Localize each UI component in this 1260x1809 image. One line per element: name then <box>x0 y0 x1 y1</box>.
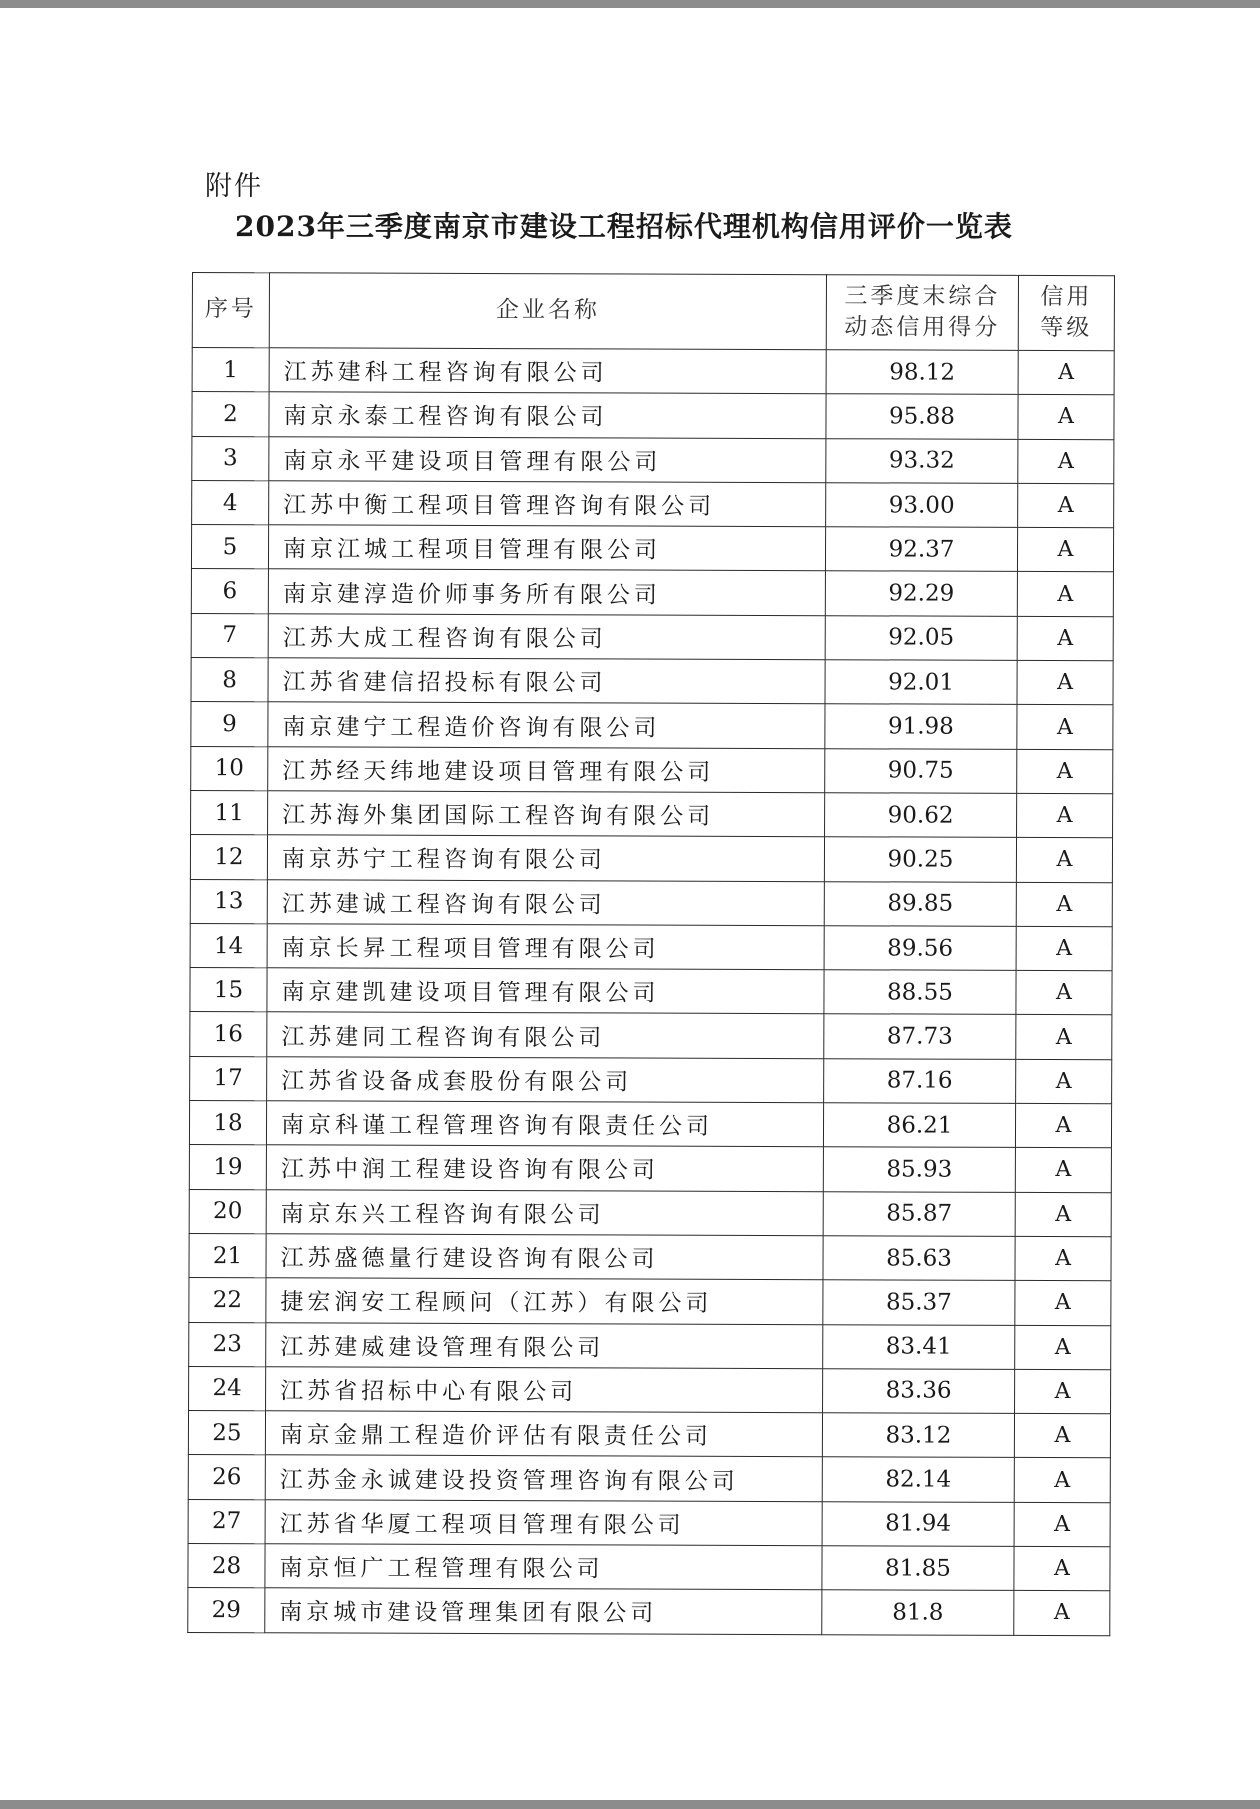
cell-company-name: 江苏省建信招投标有限公司 <box>268 658 825 704</box>
table-row <box>191 569 1113 617</box>
cell-grade: A <box>1016 1059 1112 1104</box>
cell-grade: A <box>1017 616 1113 661</box>
cell-company-name: 江苏金永诚建设投资管理咨询有限公司 <box>265 1455 822 1501</box>
cell-company-name: 南京城市建设管理集团有限公司 <box>265 1588 822 1634</box>
cell-no: 4 <box>192 480 269 525</box>
document-title: 2023年三季度南京市建设工程招标代理机构信用评价一览表 <box>235 210 1013 243</box>
cell-score: 92.01 <box>825 660 1017 705</box>
cell-grade: A <box>1014 1591 1110 1636</box>
cell-company-name: 南京金鼎工程造价评估有限责任公司 <box>265 1411 822 1457</box>
table-row <box>190 835 1112 883</box>
cell-no: 29 <box>188 1588 265 1633</box>
cell-score: 92.05 <box>825 615 1017 660</box>
cell-no: 19 <box>189 1145 266 1190</box>
header-grade <box>1018 275 1114 350</box>
cell-grade: A <box>1017 749 1113 794</box>
table-row <box>189 1366 1111 1414</box>
cell-score: 90.75 <box>825 748 1017 793</box>
cell-no: 8 <box>191 658 268 703</box>
table-row <box>189 1145 1111 1193</box>
cell-company-name: 江苏建科工程咨询有限公司 <box>269 348 826 394</box>
header-name: 企业名称 <box>269 273 826 350</box>
table-body <box>188 348 1114 1636</box>
cell-company-name: 江苏省华厦工程项目管理有限公司 <box>265 1499 822 1545</box>
cell-grade: A <box>1015 1236 1111 1281</box>
header-score-line2: 动态信用得分 <box>844 314 1001 341</box>
cell-no: 26 <box>188 1455 265 1500</box>
scan-border-top <box>0 0 1260 8</box>
cell-score: 93.32 <box>826 438 1018 483</box>
table-row <box>192 392 1114 440</box>
cell-no: 23 <box>189 1322 266 1367</box>
table-row <box>192 436 1114 484</box>
cell-no: 18 <box>189 1101 266 1146</box>
cell-grade: A <box>1015 1325 1111 1370</box>
table-row <box>191 525 1113 573</box>
table-row <box>189 1322 1111 1370</box>
header-score <box>826 275 1018 351</box>
cell-company-name: 捷宏润安工程顾问（江苏）有限公司 <box>266 1278 823 1324</box>
cell-no: 2 <box>192 392 269 437</box>
cell-grade: A <box>1018 483 1114 528</box>
cell-no: 10 <box>191 746 268 791</box>
cell-no: 28 <box>188 1544 265 1589</box>
cell-score: 86.21 <box>823 1103 1015 1148</box>
cell-no: 1 <box>192 348 269 393</box>
table-row <box>191 613 1113 661</box>
cell-score: 87.73 <box>824 1014 1016 1059</box>
cell-company-name: 江苏建诚工程咨询有限公司 <box>267 879 824 925</box>
attachment-label: 附件 <box>205 171 263 202</box>
cell-grade: A <box>1014 1502 1110 1547</box>
header-grade-line2: 等级 <box>1040 314 1093 342</box>
cell-no: 7 <box>191 613 268 658</box>
cell-grade: A <box>1014 1458 1110 1503</box>
cell-company-name: 南京东兴工程咨询有限公司 <box>266 1189 823 1235</box>
credit-rating-table <box>187 272 1115 1636</box>
cell-no: 16 <box>190 1012 267 1057</box>
cell-company-name: 江苏中衡工程项目管理咨询有限公司 <box>269 481 826 527</box>
cell-grade: A <box>1016 1015 1112 1060</box>
cell-no: 6 <box>191 569 268 614</box>
table-row <box>188 1455 1110 1503</box>
cell-no: 11 <box>191 790 268 835</box>
cell-score: 93.00 <box>826 483 1018 528</box>
cell-company-name: 江苏盛德量行建设咨询有限公司 <box>266 1234 823 1280</box>
cell-grade: A <box>1016 882 1112 927</box>
cell-company-name: 江苏省招标中心有限公司 <box>266 1367 823 1413</box>
cell-company-name: 江苏省设备成套股份有限公司 <box>267 1057 824 1103</box>
cell-score: 92.37 <box>825 527 1017 572</box>
cell-score: 87.16 <box>824 1058 1016 1103</box>
cell-company-name: 南京建淳造价师事务所有限公司 <box>268 569 825 615</box>
cell-no: 9 <box>191 702 268 747</box>
cell-no: 27 <box>188 1499 265 1544</box>
cell-no: 25 <box>188 1411 265 1456</box>
table-row <box>188 1411 1110 1459</box>
cell-grade: A <box>1014 1414 1110 1459</box>
cell-score: 81.8 <box>822 1590 1014 1635</box>
cell-score: 88.55 <box>824 970 1016 1015</box>
table-row <box>188 1499 1110 1547</box>
table-row <box>188 1544 1110 1592</box>
cell-score: 95.88 <box>826 394 1018 439</box>
table-row <box>191 658 1113 706</box>
table-row <box>190 923 1112 971</box>
cell-score: 98.12 <box>826 350 1018 395</box>
cell-no: 15 <box>190 968 267 1013</box>
cell-no: 20 <box>189 1189 266 1234</box>
table-row <box>190 1012 1112 1060</box>
cell-company-name: 南京长昇工程项目管理有限公司 <box>267 924 824 970</box>
cell-score: 83.41 <box>823 1324 1015 1369</box>
cell-score: 83.36 <box>823 1369 1015 1414</box>
cell-grade: A <box>1017 705 1113 750</box>
header-row <box>192 273 1114 351</box>
cell-grade: A <box>1017 793 1113 838</box>
table-row <box>190 879 1112 927</box>
table-row <box>191 790 1113 838</box>
table-row <box>189 1233 1111 1281</box>
cell-score: 90.62 <box>825 793 1017 838</box>
cell-company-name: 江苏大成工程咨询有限公司 <box>268 614 825 660</box>
cell-grade: A <box>1016 971 1112 1016</box>
cell-company-name: 南京江城工程项目管理有限公司 <box>268 525 825 571</box>
cell-grade: A <box>1015 1369 1111 1414</box>
table-row <box>191 746 1113 794</box>
cell-grade: A <box>1018 439 1114 484</box>
cell-grade: A <box>1016 838 1112 883</box>
table-header <box>192 273 1114 351</box>
cell-company-name: 江苏经天纬地建设项目管理有限公司 <box>268 746 825 792</box>
cell-grade: A <box>1015 1281 1111 1326</box>
cell-score: 85.37 <box>823 1280 1015 1325</box>
cell-grade: A <box>1018 350 1114 395</box>
table-row <box>189 1189 1111 1237</box>
cell-no: 24 <box>189 1366 266 1411</box>
cell-score: 92.29 <box>825 571 1017 616</box>
cell-no: 22 <box>189 1278 266 1323</box>
cell-grade: A <box>1015 1103 1111 1148</box>
cell-grade: A <box>1017 660 1113 705</box>
cell-score: 89.85 <box>824 881 1016 926</box>
cell-score: 90.25 <box>824 837 1016 882</box>
cell-company-name: 南京恒广工程管理有限公司 <box>265 1544 822 1590</box>
cell-no: 12 <box>190 835 267 880</box>
cell-company-name: 南京永泰工程咨询有限公司 <box>269 392 826 438</box>
cell-company-name: 南京建宁工程造价咨询有限公司 <box>268 702 825 748</box>
table-row <box>190 968 1112 1016</box>
cell-grade: A <box>1017 572 1113 617</box>
cell-grade: A <box>1018 395 1114 440</box>
cell-no: 13 <box>190 879 267 924</box>
cell-company-name: 南京永平建设项目管理有限公司 <box>269 436 826 482</box>
cell-score: 89.56 <box>824 926 1016 971</box>
cell-grade: A <box>1015 1148 1111 1193</box>
header-no: 序号 <box>192 273 269 348</box>
table-row <box>192 348 1114 396</box>
cell-no: 3 <box>192 436 269 481</box>
cell-company-name: 南京科谨工程管理咨询有限责任公司 <box>266 1101 823 1147</box>
cell-grade: A <box>1014 1546 1110 1591</box>
cell-score: 82.14 <box>822 1457 1014 1502</box>
table-row <box>188 1588 1110 1636</box>
cell-company-name: 江苏中润工程建设咨询有限公司 <box>266 1145 823 1191</box>
cell-company-name: 江苏建同工程咨询有限公司 <box>267 1012 824 1058</box>
cell-company-name: 江苏海外集团国际工程咨询有限公司 <box>268 791 825 837</box>
cell-company-name: 江苏建威建设管理有限公司 <box>266 1322 823 1368</box>
cell-grade: A <box>1015 1192 1111 1237</box>
cell-score: 83.12 <box>822 1413 1014 1458</box>
cell-score: 85.87 <box>823 1191 1015 1236</box>
cell-no: 5 <box>191 525 268 570</box>
cell-score: 91.98 <box>825 704 1017 749</box>
header-score-line1: 三季度末综合 <box>844 283 1001 310</box>
cell-grade: A <box>1017 528 1113 573</box>
cell-score: 81.85 <box>822 1546 1014 1591</box>
cell-no: 21 <box>189 1233 266 1278</box>
cell-no: 14 <box>190 923 267 968</box>
table-row <box>189 1101 1111 1149</box>
cell-grade: A <box>1016 926 1112 971</box>
table-row <box>189 1278 1111 1326</box>
scan-border-bottom <box>0 1800 1260 1809</box>
cell-no: 17 <box>190 1056 267 1101</box>
cell-company-name: 南京苏宁工程咨询有限公司 <box>267 835 824 881</box>
cell-score: 81.94 <box>822 1501 1014 1546</box>
table-row <box>190 1056 1112 1104</box>
table-row <box>192 480 1114 528</box>
cell-company-name: 南京建凯建设项目管理有限公司 <box>267 968 824 1014</box>
header-grade-line1: 信用 <box>1040 283 1093 311</box>
cell-score: 85.93 <box>823 1147 1015 1192</box>
table-row <box>191 702 1113 750</box>
cell-score: 85.63 <box>823 1236 1015 1281</box>
